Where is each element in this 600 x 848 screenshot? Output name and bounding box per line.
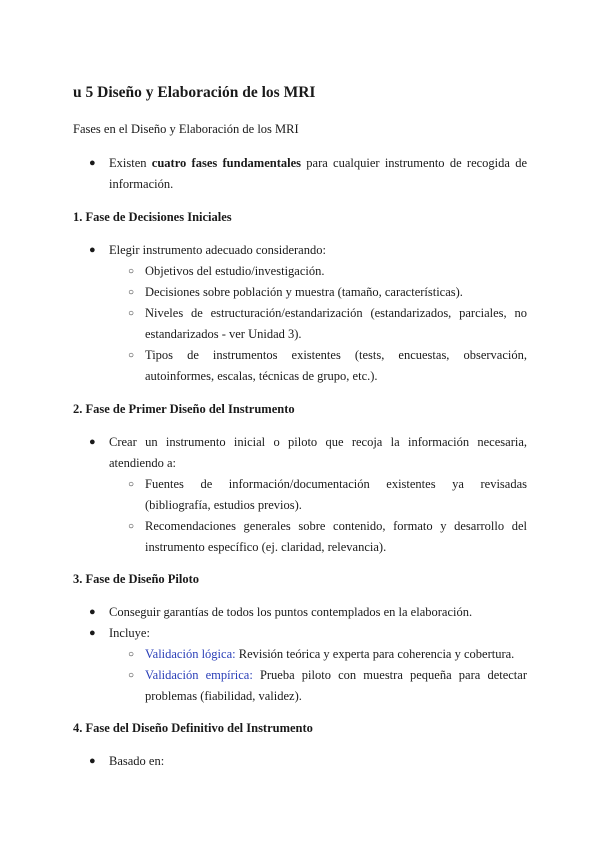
section-2-heading: 2. Fase de Primer Diseño del Instrumento: [73, 402, 295, 416]
sub-bullet-icon: ○: [128, 649, 135, 660]
section-1-subitem: Niveles de estructuración/estandarización (estandarizados, parciales, no estandarizados - ver Unidad 3).: [145, 306, 527, 341]
document-subtitle: Fases en el Diseño y Elaboración de los MRI: [73, 122, 299, 136]
bullet-icon: ●: [89, 627, 96, 639]
section-2-subitem: Fuentes de información/documentación existentes ya revisadas (bibliografía, estudios previos).: [145, 477, 527, 512]
bullet-icon: ●: [89, 755, 96, 767]
sub-bullet-icon: ○: [128, 266, 135, 277]
bullet-icon: ●: [89, 606, 96, 618]
intro-bold: cuatro fases fundamentales: [151, 156, 301, 170]
intro-after: para cualquier instrumento de recogida de información.: [109, 156, 528, 191]
bullet-icon: ●: [89, 436, 96, 448]
intro-before: Existen: [109, 156, 152, 170]
section-4-heading: 4. Fase del Diseño Definitivo del Instrumento: [73, 721, 313, 735]
section-1-subitem: Tipos de instrumentos existentes (tests, encuestas, observación, autoinformes, escalas, técnicas de grupo, etc.).: [145, 348, 527, 383]
sub-bullet-icon: ○: [128, 670, 135, 681]
validacion-empirica-link[interactable]: Validación empírica:: [145, 668, 253, 682]
section-2-item: Crear un instrumento inicial o piloto que recoja la información necesaria, atendiendo a:: [109, 435, 527, 470]
section-3-item: Incluye:: [109, 626, 150, 640]
section-1-heading: 1. Fase de Decisiones Iniciales: [73, 210, 232, 224]
sub-bullet-icon: ○: [128, 287, 135, 298]
sub-bullet-icon: ○: [128, 308, 135, 319]
section-3-subitem: [145, 644, 527, 665]
section-1-subitem: Decisiones sobre población y muestra (tamaño, características).: [145, 285, 463, 299]
validacion-empirica-text: Prueba piloto con muestra pequeña para detectar problemas (fiabilidad, validez).: [145, 668, 527, 703]
validacion-logica-link[interactable]: Validación lógica:: [145, 647, 236, 661]
sub-bullet-icon: ○: [128, 479, 135, 490]
section-1-item: Elegir instrumento adecuado considerando:: [109, 243, 326, 257]
section-4-item: Basado en:: [109, 754, 165, 768]
section-2-subitem: Recomendaciones generales sobre contenido, formato y desarrollo del instrumento específico (ej. claridad, relevancia).: [145, 519, 527, 554]
sub-bullet-icon: ○: [128, 521, 135, 532]
section-3-item: Conseguir garantías de todos los puntos contemplados en la elaboración.: [109, 605, 473, 619]
bullet-icon: ●: [89, 244, 96, 256]
bullet-icon: ●: [89, 157, 96, 169]
intro-item: [109, 153, 527, 195]
sub-bullet-icon: ○: [128, 350, 135, 361]
section-1-subitem: Objetivos del estudio/investigación.: [145, 264, 325, 278]
section-3-subitem: [145, 665, 527, 707]
document-title: u 5 Diseño y Elaboración de los MRI: [73, 84, 316, 101]
validacion-logica-text: Revisión teórica y experta para coherencia y cobertura.: [235, 647, 515, 661]
section-3-heading: 3. Fase de Diseño Piloto: [73, 572, 200, 586]
